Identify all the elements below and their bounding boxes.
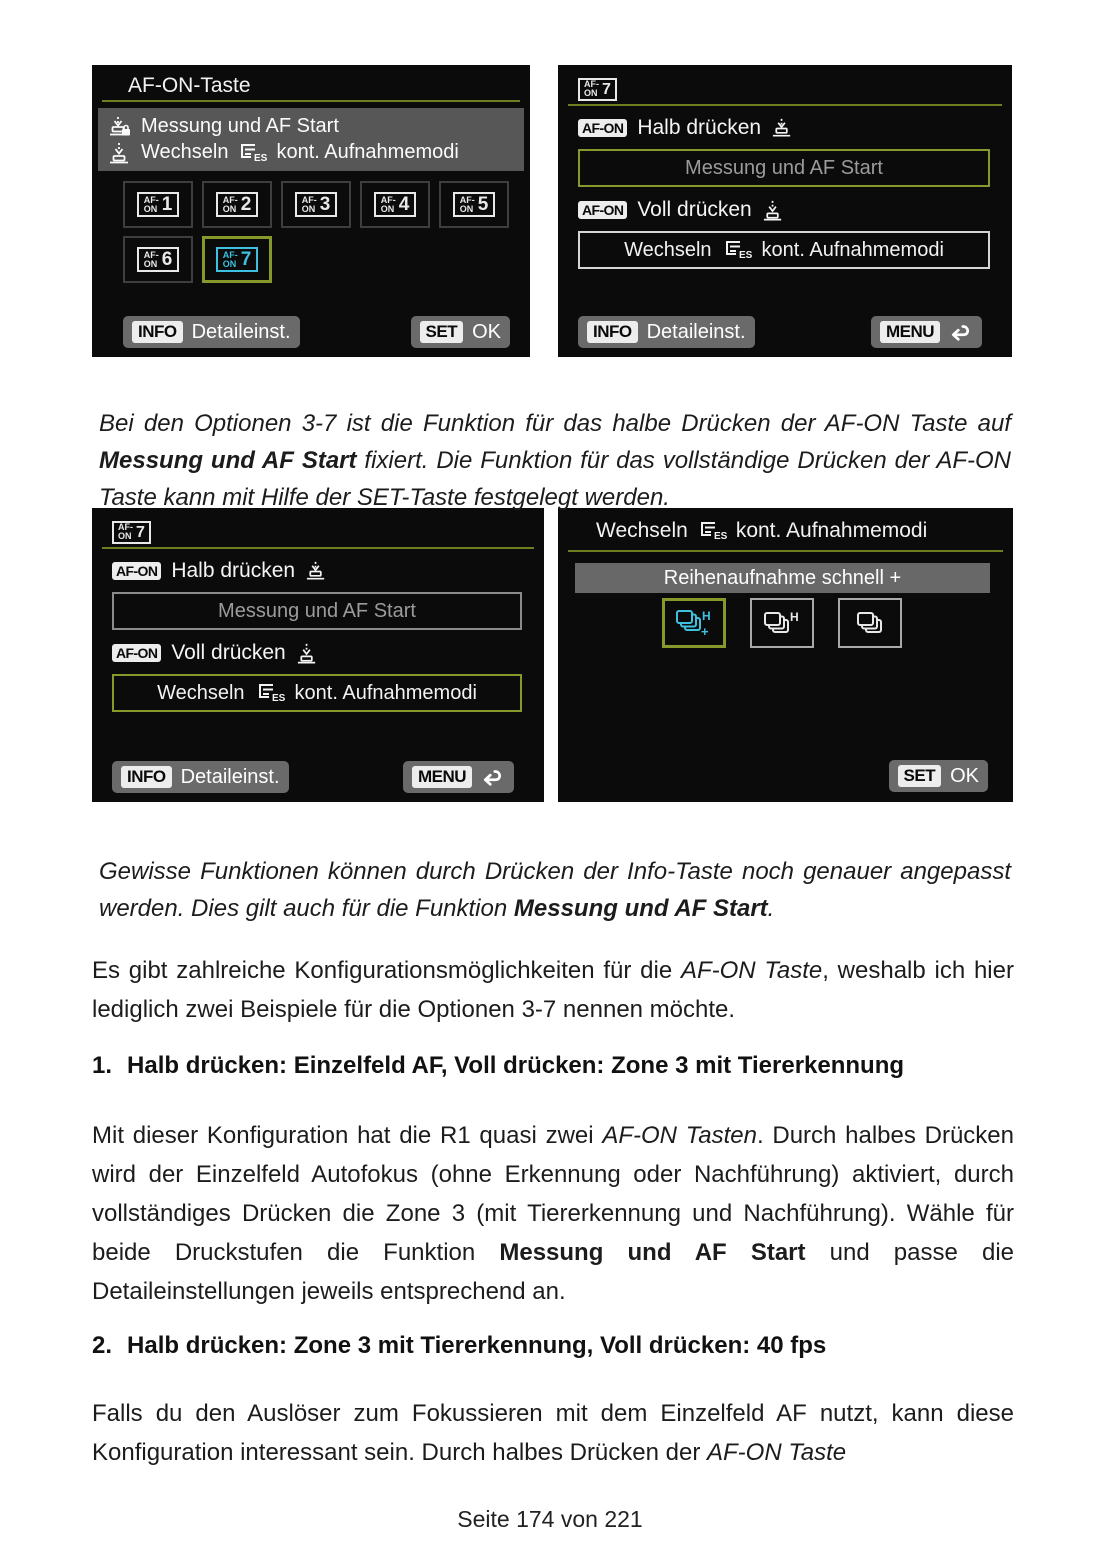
half-press-value-box[interactable]	[112, 592, 522, 630]
info-label: Detaileinst.	[180, 765, 280, 788]
title-underline	[102, 100, 520, 102]
set-key: SET	[420, 321, 464, 343]
full-press-value-post: kont. Aufnahmemodi	[761, 238, 944, 261]
heading-number: 1.	[92, 1051, 113, 1079]
option-line-1	[108, 115, 524, 139]
half-press-value: Messung und AF Start	[685, 156, 883, 179]
full-press-icon	[108, 141, 132, 165]
af-on-key-label: AF-ON	[112, 562, 161, 580]
af-on-option-3[interactable]: AF- ON 3	[281, 181, 351, 228]
title-underline	[568, 550, 1003, 552]
svg-text:ES: ES	[254, 152, 268, 164]
title-pre: Wechseln	[596, 519, 688, 542]
full-press-value-box[interactable]	[578, 231, 990, 269]
burst-h-option[interactable]	[750, 598, 814, 648]
menu-key: MENU	[412, 766, 472, 788]
page-number: Seite 174 von 221	[457, 1506, 643, 1532]
camera-screen-af-on-7-detail-2	[92, 508, 544, 802]
paragraph-example-2: Falls du den Auslöser zum Fokussieren mit dem Einzelfeld AF nutzt, kann diese Konfiguration interessant sein. Durch halbes Drücken der AF-ON Taste	[92, 1400, 1014, 1466]
menu-key: MENU	[880, 321, 940, 343]
full-press-value-pre: Wechseln	[624, 238, 712, 261]
half-press-lock-icon	[108, 115, 132, 139]
half-press-icon	[305, 560, 328, 583]
selected-mode-bar	[575, 563, 990, 593]
af-on-option-6[interactable]: AF- ON 6	[123, 236, 193, 283]
info-key: INFO	[132, 321, 183, 343]
burst-icon	[850, 607, 890, 639]
svg-text:H: H	[702, 609, 711, 623]
af-on-option-5[interactable]: AF- ON 5	[439, 181, 509, 228]
return-arrow-icon	[481, 767, 505, 787]
burst-h-icon	[762, 607, 802, 639]
svg-text:ES: ES	[271, 693, 285, 704]
half-press-label: Halb drücken	[637, 116, 762, 139]
heading-example-2	[92, 1332, 1014, 1360]
full-press-value-box-selected[interactable]	[112, 674, 522, 712]
info-label: Detaileinst.	[191, 320, 291, 343]
screen-title: AF-ON-Taste	[128, 74, 251, 97]
half-press-row	[578, 116, 794, 140]
af-on-key-label: AF-ON	[112, 644, 161, 662]
heading-text: Halb drücken: Einzelfeld AF, Voll drücken: Zone 3 mit Tiererkennung	[127, 1051, 905, 1079]
drive-mode-row	[662, 598, 902, 648]
info-detail-button[interactable]	[578, 316, 755, 348]
title-underline	[568, 104, 1002, 106]
info-label: Detaileinst.	[646, 320, 746, 343]
set-label: OK	[472, 320, 501, 343]
half-press-value: Messung und AF Start	[218, 599, 416, 622]
info-key: INFO	[587, 321, 638, 343]
af-on-7-badge: AF- ON 7	[578, 74, 617, 101]
note-half-press-fixed: Bei den Optionen 3-7 ist die Funktion für das halbe Drücken der AF-ON Taste auf Messung und AF Start fixiert. Die Funktion für das vollständige Drücken der AF-ON Taste kann mit Hilfe der SET-Taste festgelegt werden.	[99, 410, 1012, 511]
drive-es-icon	[237, 141, 267, 165]
camera-screen-af-on-taste	[92, 65, 530, 357]
full-press-icon	[296, 642, 319, 665]
selected-mode-label: Reihenaufnahme schnell +	[663, 566, 902, 589]
af-on-option-2[interactable]: AF- ON 2	[202, 181, 272, 228]
half-press-row	[112, 559, 328, 583]
note-info-button: Gewisse Funktionen können durch Drücken der Info-Taste noch genauer angepasst werden. Dies gilt auch für die Funktion Messung und AF Start.	[99, 858, 1011, 922]
info-detail-button[interactable]	[112, 761, 289, 793]
af-on-option-1[interactable]: AF- ON 1	[123, 181, 193, 228]
full-press-icon	[762, 199, 785, 222]
af-on-key-label: AF-ON	[578, 119, 627, 137]
return-arrow-icon	[949, 322, 973, 342]
set-ok-button[interactable]	[411, 316, 510, 348]
svg-text:+: +	[701, 624, 709, 639]
option1-label: Messung und AF Start	[141, 115, 339, 137]
set-label: OK	[950, 764, 979, 787]
drive-es-icon	[697, 519, 727, 543]
menu-back-button[interactable]	[403, 761, 514, 793]
full-press-row	[112, 641, 319, 665]
title-post: kont. Aufnahmemodi	[735, 519, 928, 542]
menu-back-button[interactable]	[871, 316, 982, 348]
heading-text: Halb drücken: Zone 3 mit Tiererkennung, Voll drücken: 40 fps	[127, 1331, 827, 1359]
camera-screen-af-on-7-detail	[558, 65, 1012, 357]
set-key: SET	[898, 765, 942, 787]
full-press-label: Voll drücken	[171, 641, 286, 664]
burst-h-plus-icon	[674, 607, 714, 639]
paragraph-intro: Es gibt zahlreiche Konfigurationsmöglichkeiten für die AF-ON Taste, weshalb ich hier lediglich zwei Beispiele für die Optionen 3-7 nennen möchte.	[92, 957, 1014, 1023]
af-on-7-badge: AF- ON 7	[112, 517, 151, 544]
info-detail-button[interactable]	[123, 316, 300, 348]
af-on-option-7-selected[interactable]: AF- ON 7	[202, 236, 272, 283]
option2-post: kont. Aufnahmemodi	[276, 141, 459, 163]
title-underline	[102, 547, 534, 549]
drive-es-icon	[722, 238, 752, 262]
heading-example-1	[92, 1052, 1014, 1080]
af-on-option-4[interactable]: AF- ON 4	[360, 181, 430, 228]
half-press-label: Halb drücken	[171, 559, 296, 582]
selected-option-box	[98, 108, 524, 171]
af-on-key-label: AF-ON	[578, 201, 627, 219]
info-key: INFO	[121, 766, 172, 788]
set-ok-button[interactable]	[889, 760, 988, 792]
svg-text:ES: ES	[738, 250, 752, 261]
burst-option[interactable]	[838, 598, 902, 648]
screen-title	[596, 519, 927, 543]
option2-pre: Wechseln	[141, 141, 229, 163]
paragraph-example-1: Mit dieser Konfiguration hat die R1 quasi zwei AF-ON Tasten. Durch halbes Drücken wird der Einzelfeld Autofokus (ohne Erkennung oder Nachführung) aktiviert, durch vollständiges Drücken die Zone 3 (mit Tiererkennung und Nachführung). Wähle für beide Druckstufen die Funktion Messung und AF Start und passe die Detaileinstellungen jeweils entsprechend an.	[92, 1122, 1015, 1305]
heading-number: 2.	[92, 1331, 113, 1359]
full-press-row	[578, 198, 785, 222]
drive-es-icon	[255, 681, 285, 705]
full-press-label: Voll drücken	[637, 198, 752, 221]
full-press-value-pre: Wechseln	[157, 681, 245, 704]
half-press-value-box[interactable]	[578, 149, 990, 187]
camera-screen-drive-modes	[558, 508, 1013, 802]
svg-text:ES: ES	[713, 531, 727, 542]
option-line-2	[108, 141, 524, 165]
full-press-value-post: kont. Aufnahmemodi	[294, 681, 477, 704]
half-press-icon	[771, 117, 794, 140]
svg-text:H: H	[790, 610, 799, 624]
burst-h-plus-option[interactable]	[662, 598, 726, 648]
